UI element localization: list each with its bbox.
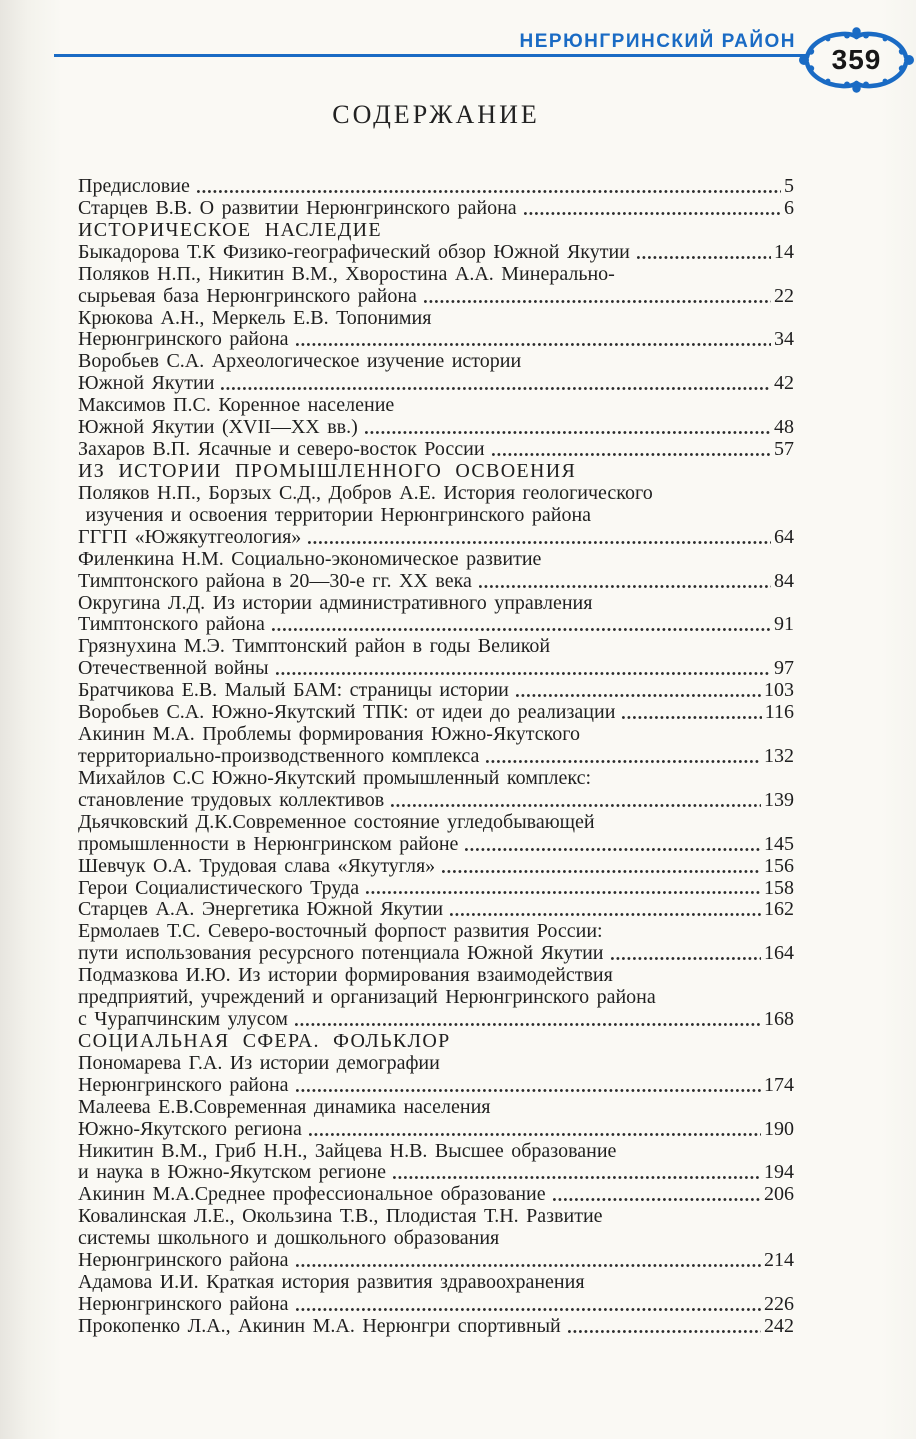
toc-page-number: 103 xyxy=(764,679,794,702)
toc-line xyxy=(78,1119,794,1141)
dot-leader xyxy=(197,189,781,194)
dot-leader xyxy=(296,1088,761,1093)
toc-line-text: Нерюнгринского района xyxy=(78,328,289,351)
dot-leader xyxy=(568,1329,761,1334)
toc-line-text: системы школьного и дошкольного образования xyxy=(78,1227,500,1250)
dot-leader xyxy=(296,1307,761,1312)
toc-page-number: 194 xyxy=(764,1161,794,1184)
toc-line-text: Адамова И.И. Краткая история развития здравоохранения xyxy=(78,1271,585,1294)
toc-line-text: Южной Якутии (XVII—XX вв.) xyxy=(78,416,358,439)
toc-page-number: 158 xyxy=(764,876,794,899)
dot-leader xyxy=(365,430,771,435)
toc-page-number: 6 xyxy=(784,196,794,219)
toc-line xyxy=(78,1162,794,1184)
toc-line xyxy=(78,308,794,330)
toc-section-header xyxy=(78,1031,794,1053)
dot-leader xyxy=(516,693,761,698)
toc-line xyxy=(78,1097,794,1119)
toc-line-text: Воробьев С.А. Археологическое изучение истории xyxy=(78,350,522,373)
toc-section-header xyxy=(78,220,794,242)
toc-page-number: 139 xyxy=(764,788,794,811)
toc-page-number: 156 xyxy=(764,854,794,877)
toc-line xyxy=(78,1272,794,1294)
toc-line xyxy=(78,724,794,746)
toc-line xyxy=(78,593,794,615)
dot-leader xyxy=(308,540,771,545)
toc-page-number: 190 xyxy=(764,1117,794,1140)
toc-line-text: сырьевая база Нерюнгринского района xyxy=(78,284,417,307)
toc-line-text: Старцев А.А. Энергетика Южной Якутии xyxy=(78,898,444,921)
dot-leader xyxy=(637,255,771,260)
toc-line xyxy=(78,505,794,527)
toc-line xyxy=(78,1053,794,1075)
toc-line-text: Южной Якутии xyxy=(78,372,215,395)
toc-line xyxy=(78,790,794,812)
toc-line-text: Предисловие xyxy=(78,175,190,197)
toc-line xyxy=(78,417,794,439)
toc-line-text: и наука в Южно-Якутском регионе xyxy=(78,1161,386,1184)
toc-line xyxy=(78,1184,794,1206)
toc-line-text: Братчикова Е.В. Малый БАМ: страницы истории xyxy=(78,679,509,702)
toc-line xyxy=(78,373,794,395)
toc-page-number: 164 xyxy=(764,942,794,965)
toc-page-number: 97 xyxy=(774,657,794,680)
toc-page-number: 91 xyxy=(774,613,794,636)
toc-line xyxy=(78,614,794,636)
toc-line-text: изучения и освоения территории Нерюнгринского района xyxy=(78,503,592,526)
dot-leader xyxy=(450,912,761,917)
dot-leader xyxy=(276,671,771,676)
toc-line-text: Акинин М.А. Проблемы формирования Южно-Якутского xyxy=(78,723,580,746)
toc-line-text: Дьячковский Д.К.Современное состояние угледобывающей xyxy=(78,810,595,833)
toc-line-text: пути использования ресурсного потенциала Южной Якутии xyxy=(78,942,604,965)
dot-leader xyxy=(524,211,781,216)
toc-line-text: Никитин В.М., Гриб Н.Н., Зайцева Н.В. Высшее образование xyxy=(78,1139,617,1162)
toc-line-text: Максимов П.С. Коренное население xyxy=(78,394,395,417)
toc-page-number: 5 xyxy=(784,175,794,197)
dot-leader xyxy=(479,584,771,589)
toc-page-number: 226 xyxy=(764,1293,794,1316)
toc-line xyxy=(78,549,794,571)
dot-leader xyxy=(442,869,761,874)
toc-line-text: Герои Социалистического Труда xyxy=(78,876,360,899)
toc-line xyxy=(78,768,794,790)
toc-line-text: Пономарева Г.А. Из истории демографии xyxy=(78,1051,440,1074)
toc-page-number: 206 xyxy=(764,1183,794,1206)
toc-page-number: 132 xyxy=(764,744,794,767)
toc-line-text: Нерюнгринского района xyxy=(78,1249,289,1272)
toc-line-text: Нерюнгринского района xyxy=(78,1293,289,1316)
toc-line xyxy=(78,176,794,198)
toc-section-header xyxy=(78,461,794,483)
toc-line xyxy=(78,527,794,549)
toc-page-number: 14 xyxy=(774,240,794,263)
dot-leader xyxy=(611,956,761,961)
toc-line-text: Крюкова А.Н., Меркель Е.В. Топонимия xyxy=(78,306,432,329)
dot-leader xyxy=(295,1022,761,1027)
toc-line xyxy=(78,1141,794,1163)
toc-page-number: 42 xyxy=(774,372,794,395)
toc-line-text: Округина Л.Д. Из истории административного управления xyxy=(78,591,593,614)
toc-page-number: 214 xyxy=(764,1249,794,1272)
dot-leader xyxy=(393,1175,761,1180)
toc-line-text: Акинин М.А.Среднее профессиональное образование xyxy=(78,1183,546,1206)
dot-leader xyxy=(486,759,761,764)
toc-line-text: предприятий, учреждений и организаций Нерюнгринского района xyxy=(78,986,656,1009)
toc-line xyxy=(78,834,794,856)
toc-line xyxy=(78,921,794,943)
toc-line xyxy=(78,439,794,461)
toc-page-number: 84 xyxy=(774,569,794,592)
dot-leader xyxy=(553,1197,761,1202)
toc-title: СОДЕРЖАНИЕ xyxy=(332,100,540,129)
header-rule xyxy=(54,54,806,57)
toc-line-text: становление трудовых коллективов xyxy=(78,788,385,811)
toc-line-text: Михайлов С.С Южно-Якутский промышленный комплекс: xyxy=(78,766,592,789)
toc-line-text: ГГГП «Южякутгеология» xyxy=(78,525,302,548)
toc-line xyxy=(78,1009,794,1031)
dot-leader xyxy=(391,803,761,808)
toc-line-text: Быкадорова Т.К Физико-географический обзор Южной Якутии xyxy=(78,240,630,263)
toc-line xyxy=(78,746,794,768)
toc-line-text: Отечественной войны xyxy=(78,657,269,680)
toc-line-text: территориально-производственного комплекса xyxy=(78,744,480,767)
toc-page-number: 64 xyxy=(774,525,794,548)
dot-leader xyxy=(622,715,761,720)
toc-line-text: Воробьев С.А. Южно-Якутский ТПК: от идеи до реализации xyxy=(78,701,616,724)
toc-line xyxy=(78,351,794,373)
toc-line xyxy=(78,329,794,351)
toc-line xyxy=(78,987,794,1009)
dot-leader xyxy=(492,452,771,457)
dot-leader xyxy=(465,847,761,852)
running-head-title: НЕРЮНГРИНСКИЙ РАЙОН xyxy=(519,31,796,52)
dot-leader xyxy=(272,627,771,632)
toc-page-number: 145 xyxy=(764,832,794,855)
toc-line xyxy=(78,899,794,921)
toc-line-text: Старцев В.В. О развитии Нерюнгринского района xyxy=(78,196,517,219)
toc-page-number: 174 xyxy=(764,1073,794,1096)
toc-line-text: Прокопенко Л.А., Акинин М.А. Нерюнгри спортивный xyxy=(78,1314,561,1337)
toc-page-number: 34 xyxy=(774,328,794,351)
toc-page-number: 162 xyxy=(764,898,794,921)
toc-line-text: Ермолаев Т.С. Северо-восточный форпост развития России: xyxy=(78,920,603,943)
toc-line xyxy=(78,943,794,965)
toc-line xyxy=(78,878,794,900)
toc-line xyxy=(78,1206,794,1228)
toc-line xyxy=(78,1075,794,1097)
toc-line xyxy=(78,483,794,505)
toc-line xyxy=(78,1316,794,1338)
toc-line-text: Подмазкова И.Ю. Из истории формирования взаимодействия xyxy=(78,964,613,987)
toc-line xyxy=(78,702,794,724)
toc-line xyxy=(78,264,794,286)
toc-line-text: Малеева Е.В.Современная динамика населения xyxy=(78,1095,491,1118)
toc-line xyxy=(78,1294,794,1316)
toc-line-text: Ковалинская Л.Е., Окользина Т.В., Плодистая Т.Н. Развитие xyxy=(78,1205,603,1228)
toc-line-text: с Чурапчинским улусом xyxy=(78,1008,288,1031)
toc-line-text: ИЗ ИСТОРИИ ПРОМЫШЛЕННОГО ОСВОЕНИЯ xyxy=(78,459,577,482)
toc-line-text: ИСТОРИЧЕСКОЕ НАСЛЕДИЕ xyxy=(78,218,382,241)
dot-leader xyxy=(424,299,771,304)
toc-line xyxy=(78,242,794,264)
toc-line-text: Захаров В.П. Ясачные и северо-восток России xyxy=(78,438,485,461)
toc-line xyxy=(78,856,794,878)
toc-line-text: СОЦИАЛЬНАЯ СФЕРА. ФОЛЬКЛОР xyxy=(78,1029,451,1052)
toc-line xyxy=(78,1250,794,1272)
toc-page-number: 168 xyxy=(764,1008,794,1031)
toc-line-text: Тимптонского района xyxy=(78,613,265,636)
toc-line-text: Тимптонского района в 20—30-е гг. XX века xyxy=(78,569,472,592)
toc-line-text: Филенкина Н.М. Социально-экономическое развитие xyxy=(78,547,542,570)
dot-leader xyxy=(309,1132,761,1137)
dot-leader xyxy=(296,1263,761,1268)
toc-line-text: Шевчук О.А. Трудовая слава «Якутугля» xyxy=(78,854,436,877)
toc-page-number: 242 xyxy=(764,1314,794,1337)
dot-leader xyxy=(366,890,761,895)
toc-line xyxy=(78,636,794,658)
toc-line xyxy=(78,395,794,417)
toc-line-text: Южно-Якутского региона xyxy=(78,1117,302,1140)
page-number: 359 xyxy=(831,44,882,75)
dot-leader xyxy=(296,342,771,347)
toc-page-number: 22 xyxy=(774,284,794,307)
toc-page-number: 116 xyxy=(764,701,794,724)
dot-leader xyxy=(221,386,771,391)
toc-line xyxy=(78,658,794,680)
toc-line xyxy=(78,286,794,308)
toc-line xyxy=(78,680,794,702)
page-number-ornament xyxy=(797,26,916,94)
toc-line xyxy=(78,571,794,593)
toc-line-text: промышленности в Нерюнгринском районе xyxy=(78,832,459,855)
toc-line-text: Нерюнгринского района xyxy=(78,1073,289,1096)
toc-page-number: 48 xyxy=(774,416,794,439)
toc-line xyxy=(78,812,794,834)
toc-line xyxy=(78,198,794,220)
toc-line-text: Поляков Н.П., Борзых С.Д., Добров А.Е. История геологического xyxy=(78,481,653,504)
toc-line xyxy=(78,965,794,987)
toc-line-text: Поляков Н.П., Никитин В.М., Хворостина А.А. Минерально- xyxy=(78,262,615,285)
toc-list xyxy=(78,176,794,1338)
toc-page-number: 57 xyxy=(774,438,794,461)
toc-line-text: Грязнухина М.Э. Тимптонский район в годы Великой xyxy=(78,635,551,658)
toc-line xyxy=(78,1228,794,1250)
